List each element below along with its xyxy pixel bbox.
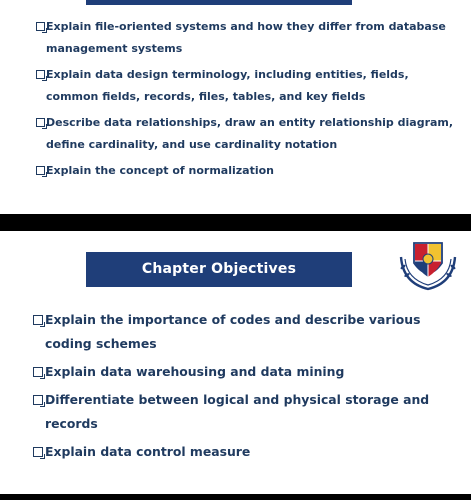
- slide-previous: [0, 0, 471, 214]
- university-crest-icon: [410, 0, 444, 8]
- checkbox-bullet-icon: [36, 22, 45, 31]
- objective-text: Explain the importance of codes and describe various coding schemes: [45, 312, 421, 351]
- objective-list: [36, 16, 456, 186]
- objective-text: Explain file-oriented systems and how they differ from database management systems: [46, 20, 446, 55]
- objective-item: [33, 308, 463, 356]
- checkbox-bullet-icon: [33, 367, 43, 377]
- objective-item: [33, 440, 463, 464]
- checkbox-bullet-icon: [33, 395, 43, 405]
- objective-text: Explain data design terminology, including entities, fields, common fields, records, files, tables, and key fields: [46, 68, 409, 103]
- slide-title: Chapter Objectives: [86, 252, 352, 287]
- objective-item: [33, 388, 463, 436]
- objective-text: Explain data control measure: [45, 444, 251, 459]
- objective-list: [33, 308, 463, 468]
- objective-item: [36, 16, 456, 60]
- objective-item: [33, 360, 463, 384]
- objective-text: Explain data warehousing and data mining: [45, 364, 345, 379]
- slide-chapter-objectives: [0, 231, 471, 494]
- objective-item: [36, 160, 456, 182]
- university-crest-icon: [397, 239, 459, 291]
- checkbox-bullet-icon: [33, 315, 43, 325]
- objective-text: Differentiate between logical and physical storage and records: [45, 392, 430, 431]
- objective-text: Explain the concept of normalization: [46, 164, 274, 177]
- objective-item: [36, 64, 456, 108]
- objective-text: Describe data relationships, draw an entity relationship diagram, define cardinality, and use cardinality notation: [46, 116, 454, 151]
- checkbox-bullet-icon: [33, 447, 43, 457]
- checkbox-bullet-icon: [36, 166, 45, 175]
- checkbox-bullet-icon: [36, 70, 45, 79]
- objective-item: [36, 112, 456, 156]
- checkbox-bullet-icon: [36, 118, 45, 127]
- slide-title-bar: [86, 0, 352, 5]
